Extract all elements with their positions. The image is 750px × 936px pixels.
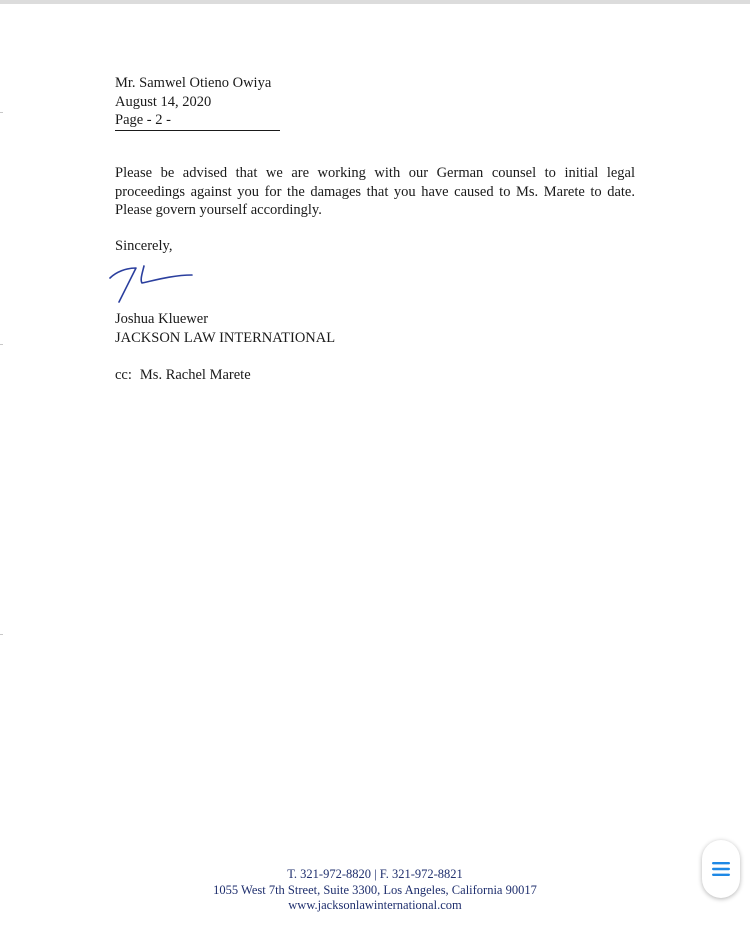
letter-header (115, 74, 280, 131)
menu-button[interactable] (702, 840, 740, 898)
firm-name: JACKSON LAW INTERNATIONAL (115, 329, 336, 346)
page-edge-mark (0, 112, 3, 113)
document-page (0, 4, 750, 936)
closing-salutation: Sincerely, (115, 238, 173, 254)
signer-name: Joshua Kluewer (115, 311, 209, 327)
footer-phone-fax: T. 321-972-8820 | F. 321-972-8821 (287, 867, 463, 881)
footer-address: 1055 West 7th Street, Suite 3300, Los Angeles, California 90017 (213, 882, 537, 897)
page-edge-mark (0, 344, 3, 345)
letter-body-paragraph: Please be advised that we are working with our German counsel to initial legal proceedings against you for the damages that you have caused to Ms. Marete to date. Please govern yourself accordingly. (115, 165, 635, 218)
page-number: Page - 2 - (115, 111, 280, 131)
cc-recipient: Ms. Rachel Marete (139, 367, 251, 383)
page-edge-mark (0, 634, 3, 635)
cc-line (115, 366, 251, 385)
letter-date: August 14, 2020 (115, 93, 212, 110)
recipient-name: Mr. Samwel Otieno Owiya (115, 75, 272, 91)
letterhead-footer (0, 867, 750, 914)
signer-block (115, 310, 335, 347)
hamburger-menu-icon (711, 860, 731, 878)
footer-website[interactable]: www.jacksonlawinternational.com (288, 898, 462, 912)
cc-label: cc: (115, 367, 132, 383)
handwritten-signature (106, 262, 198, 308)
